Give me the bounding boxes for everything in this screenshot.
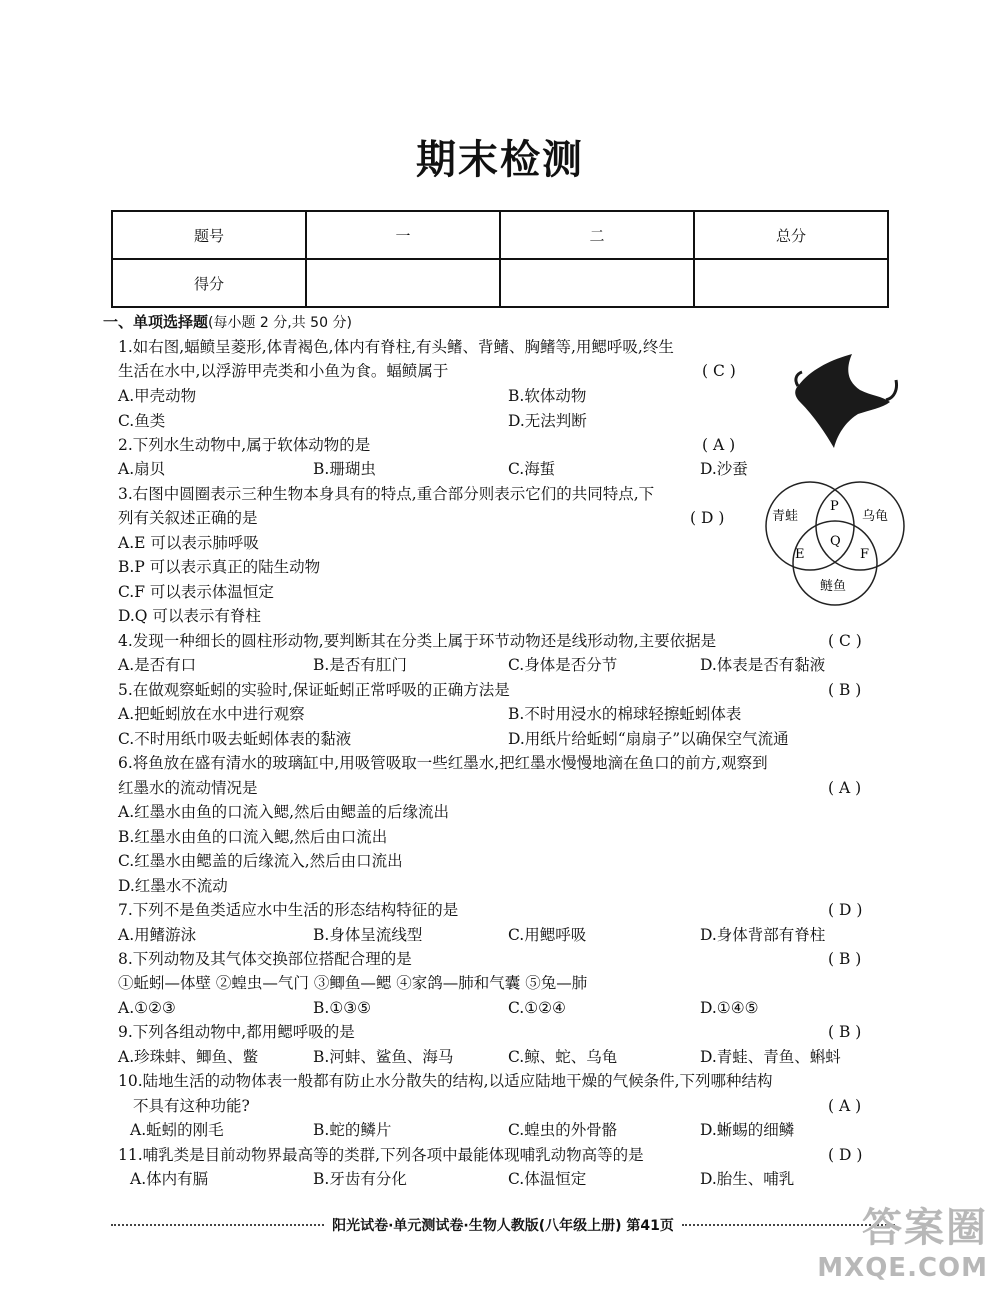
option: D.蜥蜴的细鳞 [700, 1121, 795, 1139]
option: B.蛇的鳞片 [313, 1121, 392, 1139]
score-table-score-row [112, 259, 888, 307]
option: A.扇贝 [118, 460, 166, 478]
score-input-cell[interactable] [694, 259, 888, 307]
option: D.沙蚕 [700, 460, 748, 478]
question-stem: 7.下列不是鱼类适应水中生活的形态结构特征的是 [118, 901, 459, 919]
option: C.用鳃呼吸 [508, 926, 587, 944]
option: C.鱼类 [118, 412, 166, 430]
option: B.P 可以表示真正的陆生动物 [118, 558, 321, 576]
venn-label-fish: 鲢鱼 [820, 579, 847, 594]
watermark-url: MXQE.COM [817, 1253, 988, 1283]
option: B.①③⑤ [313, 999, 372, 1017]
option: A.把蚯蚓放在水中进行观察 [118, 705, 305, 723]
option: A.①②③ [118, 999, 176, 1017]
option: B.红墨水由鱼的口流入鳃,然后由口流出 [118, 828, 388, 846]
watermark-text: 答案圈 [862, 1205, 988, 1251]
option: C.F 可以表示体温恒定 [118, 583, 274, 601]
venn-label-turtle: 乌龟 [862, 509, 889, 524]
option: C.①②④ [508, 999, 566, 1017]
watermark [817, 1196, 988, 1283]
question-stem: 11.哺乳类是目前动物界最高等的类群,下列各项中最能体现哺乳动物高等的是 [118, 1146, 644, 1164]
footer-text: 阳光试卷·单元测试卷·生物人教版(八年级上册) 第41页 [332, 1218, 674, 1234]
page-title: 期末检测 [416, 137, 584, 183]
score-cell: 一 [306, 211, 500, 259]
option: B.不时用浸水的棉球轻擦蚯蚓体表 [508, 705, 742, 723]
option: D.用纸片给蚯蚓“扇扇子”以确保空气流通 [508, 730, 789, 748]
option: C.蝗虫的外骨骼 [508, 1121, 618, 1139]
option: D.体表是否有黏液 [700, 656, 826, 674]
option: D.Q 可以表示有脊柱 [118, 607, 261, 625]
question-stem: 3.右图中圆圈表示三种生物本身具有的特点,重合部分则表示它们的共同特点,下 [118, 485, 655, 503]
section-heading [103, 311, 352, 332]
option: D.青蛙、青鱼、蝌蚪 [700, 1048, 841, 1066]
option: D.红墨水不流动 [118, 877, 228, 895]
answer-mark: ( A ) [702, 436, 736, 454]
option: A.体内有膈 [130, 1170, 209, 1188]
section-label: 一、单项选择题 [103, 313, 209, 331]
option: B.是否有肛门 [313, 656, 407, 674]
option: C.红墨水由鳃盖的后缘流入,然后由口流出 [118, 852, 403, 870]
answer-mark: ( B ) [828, 1023, 862, 1041]
score-cell: 二 [500, 211, 694, 259]
option: B.河蚌、鲨鱼、海马 [313, 1048, 454, 1066]
venn-label-f: F [860, 547, 870, 562]
answer-mark: ( A ) [828, 1097, 862, 1115]
venn-label-q: Q [830, 534, 841, 549]
footer-divider [111, 1224, 324, 1226]
option: C.身体是否分节 [508, 656, 618, 674]
question-stem: 生活在水中,以浮游甲壳类和小鱼为食。蝠鲼属于 [118, 362, 449, 380]
option: D.①④⑤ [700, 999, 759, 1017]
option: C.鲸、蛇、乌龟 [508, 1048, 618, 1066]
score-input-cell[interactable] [306, 259, 500, 307]
score-table [111, 210, 889, 308]
option: B.牙齿有分化 [313, 1170, 407, 1188]
page-footer [103, 1215, 903, 1235]
option: B.身体呈流线型 [313, 926, 423, 944]
answer-mark: ( C ) [828, 632, 862, 650]
option: A.珍珠蚌、鲫鱼、鳖 [118, 1048, 259, 1066]
option: A.E 可以表示肺呼吸 [118, 534, 259, 552]
question-stem: ①蚯蚓—体壁 ②蝗虫—气门 ③鲫鱼—鳃 ④家鸽—肺和气囊 ⑤兔—肺 [118, 974, 588, 992]
question-stem: 9.下列各组动物中,都用鳃呼吸的是 [118, 1023, 355, 1041]
score-cell: 题号 [112, 211, 306, 259]
question-stem: 10.陆地生活的动物体表一般都有防止水分散失的结构,以适应陆地干燥的气候条件,下列哪种结构 [118, 1072, 773, 1090]
answer-mark: ( B ) [828, 681, 862, 699]
question-stem: 红墨水的流动情况是 [118, 779, 258, 797]
question-stem: 5.在做观察蚯蚓的实验时,保证蚯蚓正常呼吸的正确方法是 [118, 681, 510, 699]
option: D.无法判断 [508, 412, 587, 430]
option: A.是否有口 [118, 656, 197, 674]
option: A.用鳍游泳 [118, 926, 197, 944]
question-stem: 4.发现一种细长的圆柱形动物,要判断其在分类上属于环节动物还是线形动物,主要依据是 [118, 632, 717, 650]
venn-label-frog: 青蛙 [772, 509, 799, 524]
option: D.胎生、哺乳 [700, 1170, 795, 1188]
answer-mark: ( D ) [828, 1146, 863, 1164]
option: C.不时用纸巾吸去蚯蚓体表的黏液 [118, 730, 352, 748]
question-stem: 2.下列水生动物中,属于软体动物的是 [118, 436, 371, 454]
answer-mark: ( D ) [690, 509, 725, 527]
option: A.甲壳动物 [118, 387, 197, 405]
question-stem: 6.将鱼放在盛有清水的玻璃缸中,用吸管吸取一些红墨水,把红墨水慢慢地滴在鱼口的前方,观察到 [118, 754, 768, 772]
option: A.红墨水由鱼的口流入鳃,然后由鳃盖的后缘流出 [118, 803, 450, 821]
option: D.身体背部有脊柱 [700, 926, 826, 944]
option: B.软体动物 [508, 387, 587, 405]
manta-ray-image [790, 350, 910, 450]
answer-mark: ( C ) [702, 362, 736, 380]
answer-mark: ( A ) [828, 779, 862, 797]
answer-mark: ( D ) [828, 901, 863, 919]
question-stem: 不具有这种功能? [133, 1097, 250, 1115]
option: C.海蜇 [508, 460, 556, 478]
section-note: (每小题 2 分,共 50 分) [208, 315, 352, 331]
option: B.珊瑚虫 [313, 460, 376, 478]
venn-diagram [760, 478, 910, 608]
venn-label-p: P [830, 499, 839, 514]
score-cell: 总分 [694, 211, 888, 259]
score-cell: 得分 [112, 259, 306, 307]
option: C.体温恒定 [508, 1170, 587, 1188]
score-table-header-row [112, 211, 888, 259]
question-stem: 列有关叙述正确的是 [118, 509, 258, 527]
venn-label-e: E [795, 547, 805, 562]
answer-mark: ( B ) [828, 950, 862, 968]
question-stem: 8.下列动物及其气体交换部位搭配合理的是 [118, 950, 412, 968]
question-stem: 1.如右图,蝠鲼呈菱形,体青褐色,体内有脊柱,有头鳍、背鳍、胸鳍等,用鳃呼吸,终生 [118, 338, 674, 356]
score-input-cell[interactable] [500, 259, 694, 307]
option: A.蚯蚓的刚毛 [130, 1121, 224, 1139]
